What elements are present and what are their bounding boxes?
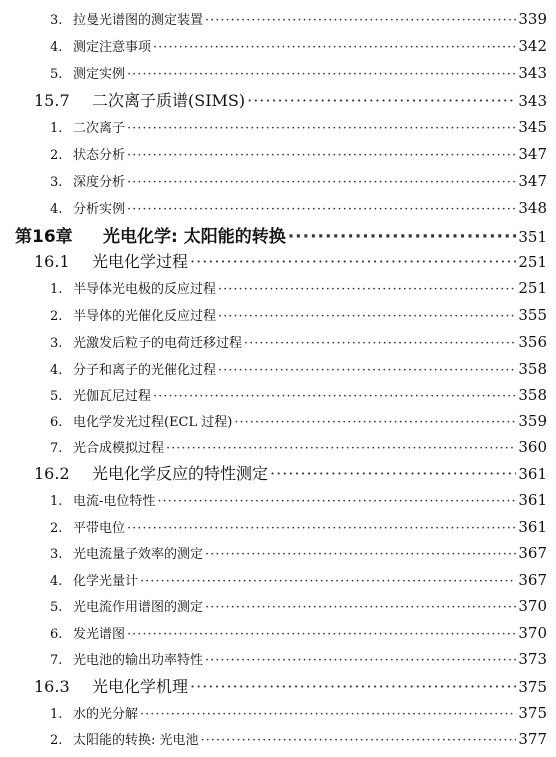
page-number: 361 — [518, 518, 547, 536]
entry-number: 1. — [50, 707, 63, 722]
dot-leader — [127, 202, 516, 217]
toc-entry — [50, 490, 547, 510]
dot-leader — [205, 13, 516, 28]
dot-leader — [288, 227, 517, 246]
entry-title: 电流-电位特性 — [73, 494, 156, 509]
page-number: 347 — [518, 145, 547, 163]
entry-number: 3. — [50, 547, 63, 562]
toc-entry — [50, 570, 547, 590]
entry-number: 16.3 — [34, 677, 70, 696]
toc-entry — [50, 649, 547, 669]
entry-title: 光激发后粒子的电荷迁移过程 — [73, 336, 243, 351]
dot-leader — [140, 574, 516, 589]
dot-leader — [166, 441, 516, 456]
page-number: 251 — [518, 253, 547, 271]
entry-number: 3. — [50, 13, 63, 28]
dot-leader — [218, 309, 516, 324]
toc-section-heading — [34, 674, 547, 696]
page-number: 358 — [518, 360, 547, 378]
entry-title: 水的光分解 — [73, 707, 139, 722]
page-number: 347 — [518, 172, 547, 190]
entry-number: 16.1 — [34, 252, 70, 271]
toc-entry — [50, 198, 547, 218]
entry-number: 3. — [50, 175, 63, 190]
entry-number: 4. — [50, 202, 63, 217]
toc-entry — [50, 543, 547, 563]
entry-number: 1. — [50, 494, 63, 509]
dot-leader — [127, 121, 516, 136]
toc-chapter-heading — [15, 222, 547, 246]
entry-title: 光电化学: 太阳能的转换 — [103, 227, 286, 246]
page-number: 343 — [518, 64, 547, 82]
page-number: 343 — [518, 92, 547, 110]
page-number: 251 — [518, 279, 547, 297]
entry-title: 二次离子 — [73, 121, 126, 136]
entry-number: 2. — [50, 521, 63, 536]
toc-section-heading — [34, 249, 547, 271]
toc-entry — [50, 332, 547, 352]
entry-number: 2. — [50, 733, 63, 748]
dot-leader — [157, 494, 516, 509]
entry-title: 光电池的输出功率特性 — [73, 653, 204, 668]
dot-leader — [153, 40, 516, 55]
page-number: 375 — [518, 704, 547, 722]
page-number: 361 — [518, 465, 547, 483]
entry-number: 4. — [50, 40, 63, 55]
entry-title: 拉曼光谱图的测定装置 — [73, 13, 204, 28]
dot-leader — [218, 363, 516, 378]
entry-title: 光电化学机理 — [92, 677, 189, 696]
toc-entry — [50, 63, 547, 83]
entry-number: 5. — [50, 389, 63, 404]
entry-title: 分析实例 — [73, 202, 126, 217]
dot-leader — [201, 733, 517, 748]
toc-entry — [50, 623, 547, 643]
dot-leader — [270, 464, 516, 483]
entry-number: 4. — [50, 574, 63, 589]
toc-entry — [50, 411, 547, 431]
entry-number: 5. — [50, 600, 63, 615]
dot-leader — [218, 282, 516, 297]
entry-title: 测定实例 — [73, 67, 126, 82]
entry-number: 15.7 — [34, 91, 70, 110]
toc-section-heading — [34, 88, 547, 110]
page-number: 367 — [518, 571, 547, 589]
dot-leader — [140, 707, 516, 722]
page-number: 348 — [518, 199, 547, 217]
entry-number: 7. — [50, 441, 63, 456]
entry-number: 4. — [50, 363, 63, 378]
page-number: 360 — [518, 438, 547, 456]
entry-title: 光伽瓦尼过程 — [73, 389, 152, 404]
entry-number: 2. — [50, 309, 63, 324]
page-number: 342 — [518, 37, 547, 55]
page-number: 339 — [518, 10, 547, 28]
page-number: 345 — [518, 118, 547, 136]
entry-title: 光合成模拟过程 — [73, 441, 165, 456]
toc-entry — [50, 144, 547, 164]
dot-leader — [244, 336, 516, 351]
entry-title: 太阳能的转换: 光电池 — [73, 733, 199, 748]
page-number: 351 — [518, 228, 547, 246]
entry-title: 光电流量子效率的测定 — [73, 547, 204, 562]
toc-entry — [50, 703, 547, 723]
entry-number: 1. — [50, 121, 63, 136]
toc-entry — [50, 359, 547, 379]
entry-title: 分子和离子的光催化过程 — [73, 363, 217, 378]
page-number: 377 — [518, 730, 547, 748]
entry-number: 6. — [50, 627, 63, 642]
page-number: 373 — [518, 650, 547, 668]
toc-entry — [50, 385, 547, 405]
toc-section-heading — [34, 461, 547, 483]
page-number: 367 — [518, 544, 547, 562]
dot-leader — [127, 175, 516, 190]
dot-leader — [205, 653, 516, 668]
toc-entry — [50, 437, 547, 457]
dot-leader — [153, 389, 516, 404]
entry-title: 发光谱图 — [73, 627, 126, 642]
entry-title: 电化学发光过程(ECL 过程) — [73, 415, 233, 430]
dot-leader — [127, 148, 516, 163]
entry-number: 16.2 — [34, 464, 70, 483]
toc-entry — [50, 171, 547, 191]
dot-leader — [127, 521, 516, 536]
entry-title: 深度分析 — [73, 175, 126, 190]
dot-leader — [247, 91, 516, 110]
toc-entry — [50, 117, 547, 137]
toc-entry — [50, 278, 547, 298]
entry-number: 1. — [50, 282, 63, 297]
entry-title: 状态分析 — [73, 148, 126, 163]
toc-entry — [50, 305, 547, 325]
dot-leader — [234, 415, 516, 430]
entry-title: 光电化学反应的特性测定 — [92, 464, 269, 483]
entry-number: 6. — [50, 415, 63, 430]
page-number: 375 — [518, 678, 547, 696]
dot-leader — [127, 627, 516, 642]
toc-entry — [50, 9, 547, 29]
page-number: 370 — [518, 624, 547, 642]
toc-entry — [50, 729, 547, 749]
toc-entry — [50, 36, 547, 56]
toc-entry — [50, 517, 547, 537]
page-number: 361 — [518, 491, 547, 509]
entry-title: 半导体光电极的反应过程 — [73, 282, 217, 297]
entry-title: 光电流作用谱图的测定 — [73, 600, 204, 615]
dot-leader — [127, 67, 516, 82]
page-number: 370 — [518, 597, 547, 615]
entry-number: 7. — [50, 653, 63, 668]
entry-number: 2. — [50, 148, 63, 163]
entry-title: 测定注意事项 — [73, 40, 152, 55]
dot-leader — [205, 547, 516, 562]
entry-title: 二次离子质谱(SIMS) — [92, 91, 246, 110]
entry-title: 化学光量计 — [73, 574, 139, 589]
page-number: 359 — [518, 412, 547, 430]
entry-title: 平带电位 — [73, 521, 126, 536]
page-number: 358 — [518, 386, 547, 404]
dot-leader — [205, 600, 516, 615]
dot-leader — [190, 252, 516, 271]
entry-number: 3. — [50, 336, 63, 351]
entry-title: 光电化学过程 — [92, 252, 189, 271]
toc-entry — [50, 596, 547, 616]
page-number: 355 — [518, 306, 547, 324]
page-number: 356 — [518, 333, 547, 351]
entry-number: 第16章 — [15, 227, 73, 246]
entry-number: 5. — [50, 67, 63, 82]
entry-title: 半导体的光催化反应过程 — [73, 309, 217, 324]
dot-leader — [190, 677, 516, 696]
